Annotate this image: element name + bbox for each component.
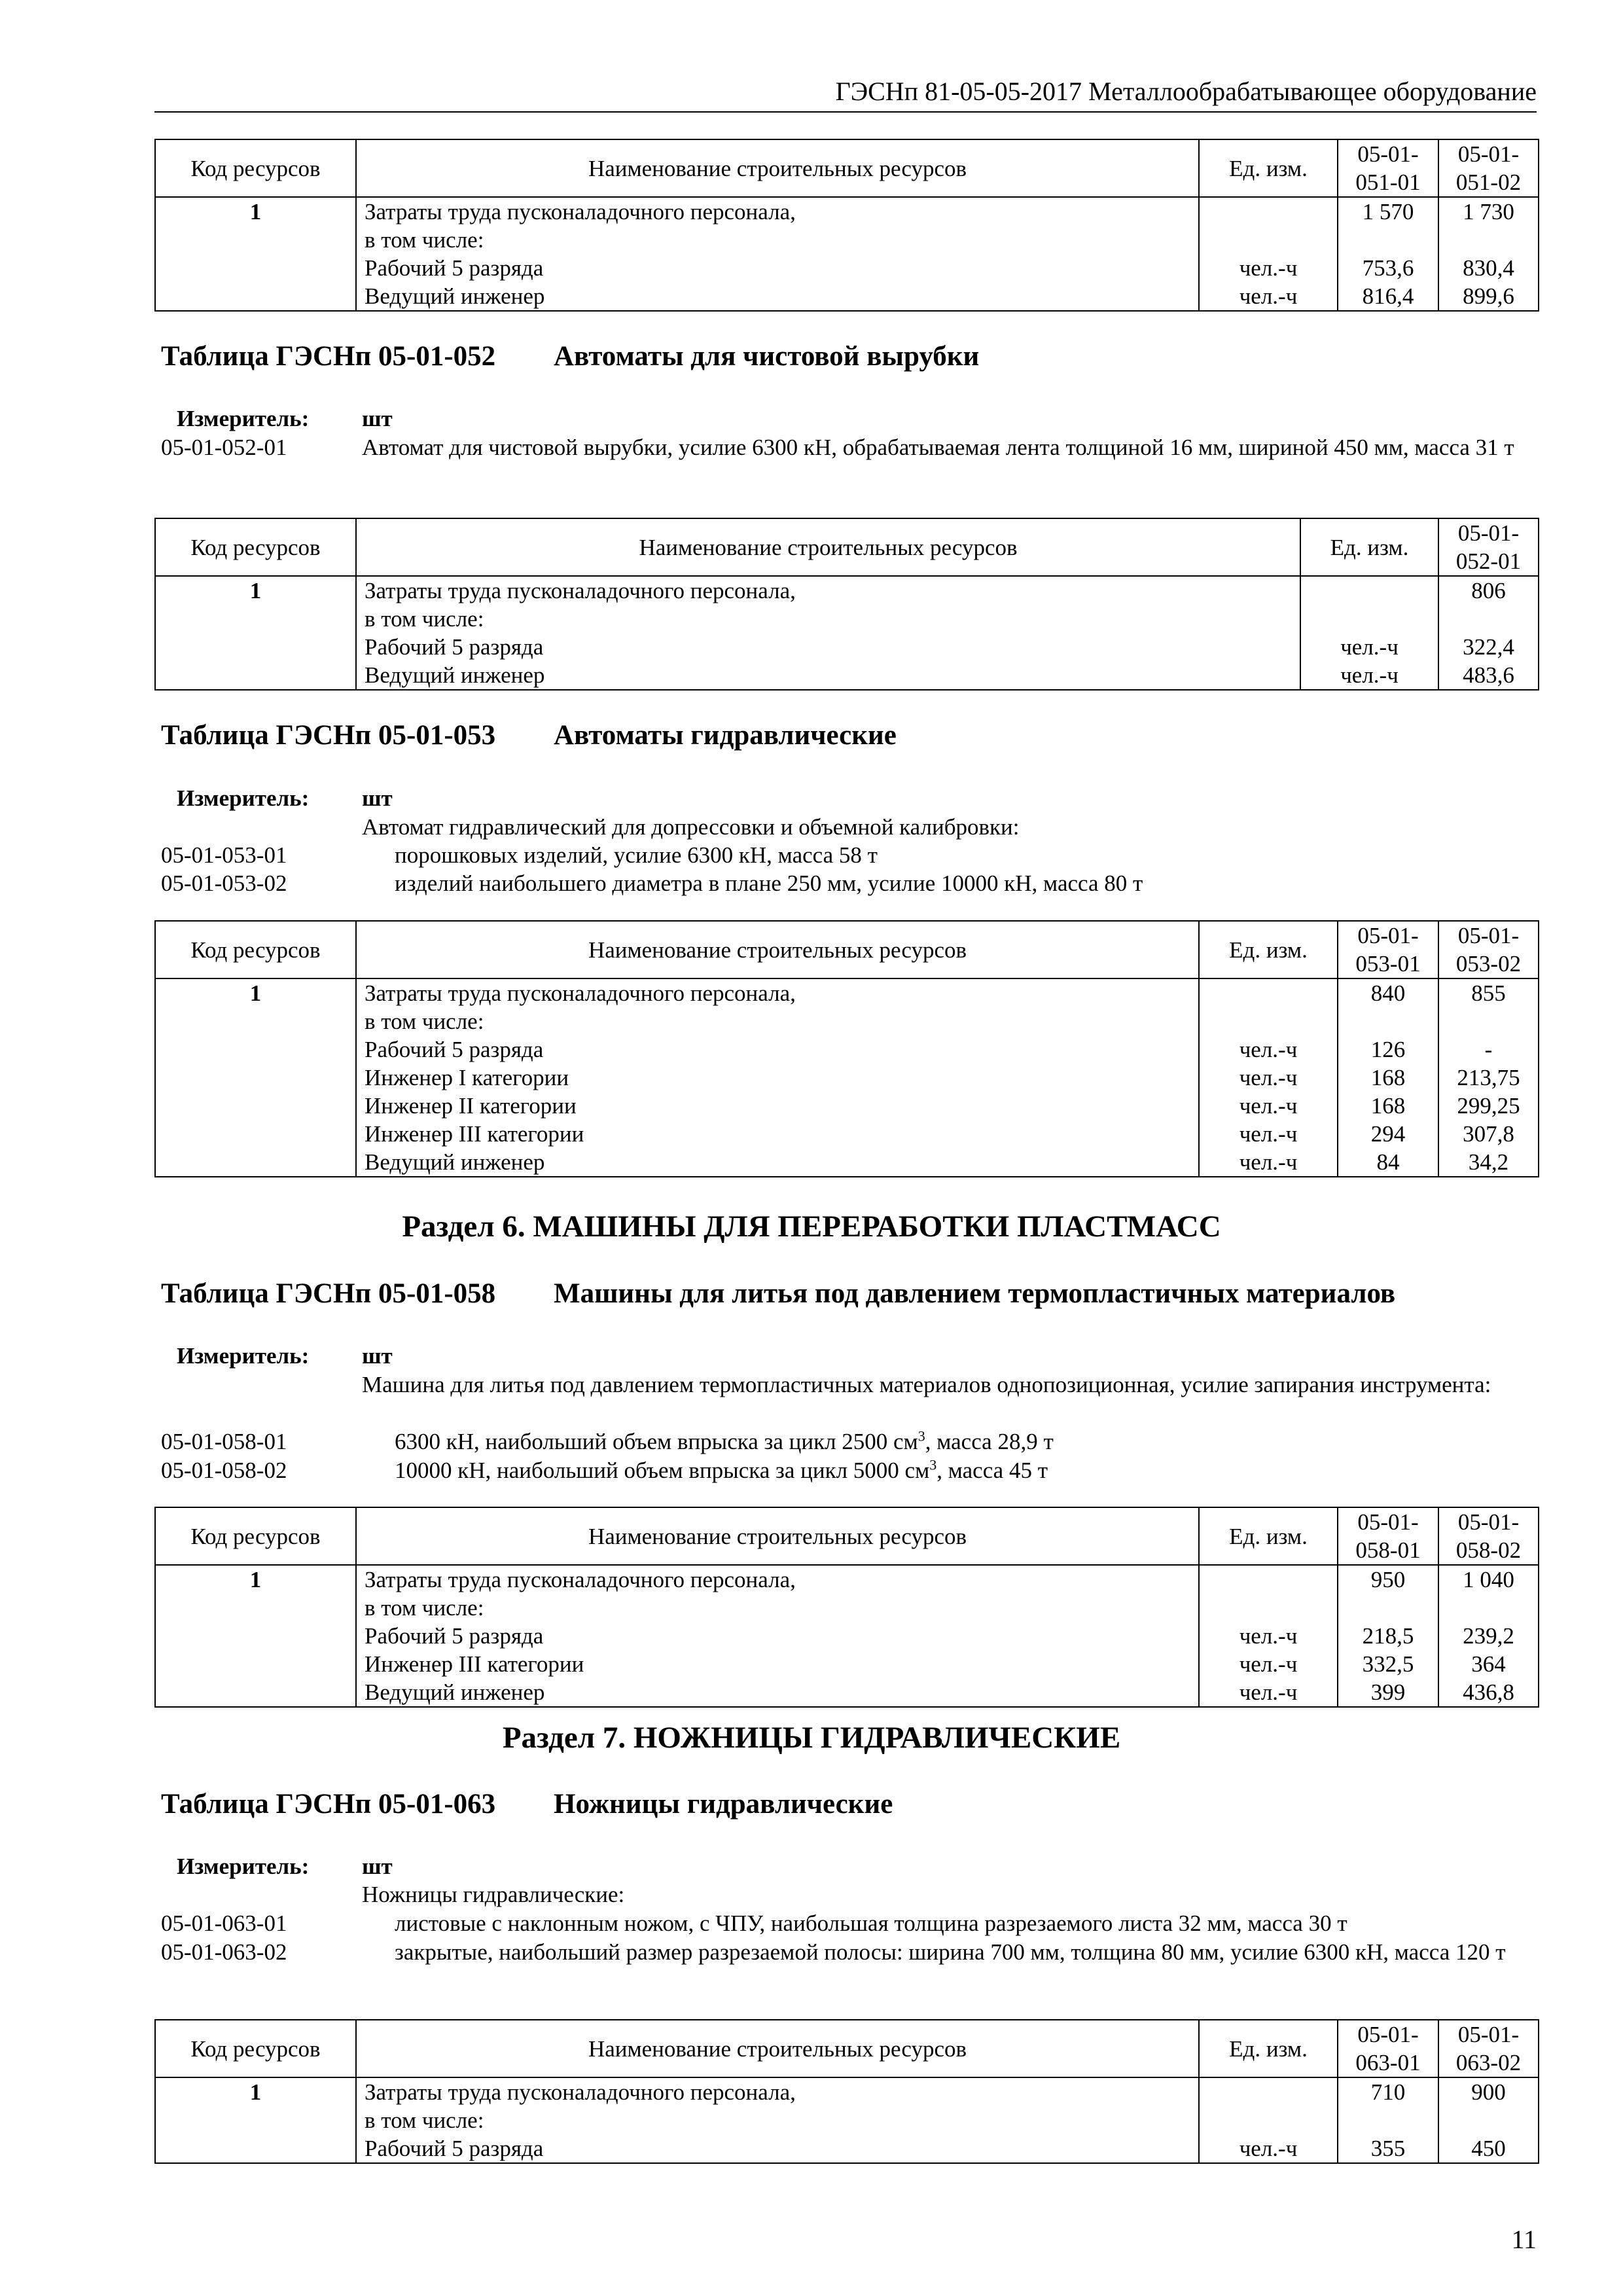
norm-intro: Автомат гидравлический для допрессовки и объемной калибровки: bbox=[362, 814, 1020, 840]
resource-table-063 bbox=[154, 2019, 1539, 2164]
norm-description: порошковых изделий, усилие 6300 кН, масса 58 т bbox=[395, 842, 878, 868]
row-code: 1 bbox=[155, 978, 356, 1177]
values-col-2: 1 040 239,2 364 436,8 bbox=[1438, 1565, 1539, 1707]
row-code: 1 bbox=[155, 197, 356, 311]
table-row bbox=[155, 1565, 1539, 1707]
col-header-code: Код ресурсов bbox=[155, 921, 356, 978]
norm-description: 10000 кН, наибольший объем впрыска за цикл 5000 $см^3$, масса 45 т bbox=[395, 1456, 1048, 1483]
resource-table-058 bbox=[154, 1507, 1539, 1708]
resource-units: чел.-ч чел.-ч чел.-ч чел.-ч чел.-ч bbox=[1199, 978, 1338, 1177]
col-header-unit: Ед. изм. bbox=[1199, 139, 1338, 197]
table-title-058: Таблица ГЭСНп 05-01-058 Машины для литья под давлением термопластичных материалов bbox=[161, 1278, 1396, 1309]
norm-code: 05-01-053-01 bbox=[161, 842, 287, 868]
col-header-norm: 05-01- 051-02 bbox=[1438, 139, 1539, 197]
col-header-code: Код ресурсов bbox=[155, 518, 356, 576]
page-number: 11 bbox=[1511, 2225, 1537, 2254]
values-col-1: 840 126 168 168 294 84 bbox=[1338, 978, 1438, 1177]
table-title-053: Таблица ГЭСНп 05-01-053 Автоматы гидравлические bbox=[161, 720, 897, 751]
table-row bbox=[155, 978, 1539, 1177]
col-header-code: Код ресурсов bbox=[155, 2020, 356, 2077]
measure-label: Измеритель: bbox=[177, 785, 310, 811]
col-header-norm: 05-01- 053-02 bbox=[1438, 921, 1539, 978]
norm-intro: Машина для литья под давлением термопластичных материалов однопозиционная, усилие запирания инструмента: bbox=[362, 1372, 1491, 1397]
values-col-2: 900 450 bbox=[1438, 2077, 1539, 2163]
col-header-name: Наименование строительных ресурсов bbox=[356, 2020, 1199, 2077]
col-header-unit: Ед. изм. bbox=[1300, 518, 1438, 576]
col-header-name: Наименование строительных ресурсов bbox=[356, 921, 1199, 978]
norm-code: 05-01-058-01 bbox=[161, 1429, 287, 1454]
norm-description: листовые с наклонным ножом, с ЧПУ, наибольшая толщина разрезаемого листа 32 мм, масса 30 т bbox=[395, 1910, 1347, 1936]
col-header-norm: 05-01- 053-01 bbox=[1338, 921, 1438, 978]
col-header-norm: 05-01- 058-02 bbox=[1438, 1507, 1539, 1565]
row-code: 1 bbox=[155, 576, 356, 690]
col-header-unit: Ед. изм. bbox=[1199, 2020, 1338, 2077]
resource-names: Затраты труда пусконаладочного персонала, в том числе: Рабочий 5 разряда Инженер I категории Инженер II категории Инженер III категории Ведущий инженер bbox=[356, 978, 1199, 1177]
norm-code: 05-01-058-02 bbox=[161, 1458, 287, 1483]
norm-code: 05-01-063-01 bbox=[161, 1910, 287, 1936]
col-header-norm: 05-01- 052-01 bbox=[1438, 518, 1539, 576]
header-title: ГЭСНп 81-05-05-2017 Металлообрабатывающее оборудование bbox=[835, 77, 1537, 106]
resource-units: чел.-ч чел.-ч bbox=[1300, 576, 1438, 690]
table-row bbox=[155, 197, 1539, 311]
row-code: 1 bbox=[155, 2077, 356, 2163]
resource-names: Затраты труда пусконаладочного персонала, в том числе: Рабочий 5 разряда Ведущий инженер bbox=[356, 197, 1199, 311]
table-row bbox=[155, 2077, 1539, 2163]
col-header-norm: 05-01- 051-01 bbox=[1338, 139, 1438, 197]
norm-description: Автомат для чистовой вырубки, усилие 6300 кН, обрабатываемая лента толщиной 16 мм, шириной 450 мм, масса 31 т bbox=[362, 435, 1514, 460]
norm-description: 6300 кН, наибольший объем впрыска за цикл 2500 $см^3$, масса 28,9 т bbox=[395, 1427, 1054, 1454]
values-col-2: 855 - 213,75 299,25 307,8 34,2 bbox=[1438, 978, 1539, 1177]
measure-label: Измеритель: bbox=[177, 1343, 310, 1369]
measure-unit: шт bbox=[362, 785, 393, 811]
norm-code: 05-01-052-01 bbox=[161, 435, 287, 460]
col-header-unit: Ед. изм. bbox=[1199, 1507, 1338, 1565]
norm-code: 05-01-063-02 bbox=[161, 1939, 287, 1965]
col-header-norm: 05-01- 063-01 bbox=[1338, 2020, 1438, 2077]
col-header-name: Наименование строительных ресурсов bbox=[356, 1507, 1199, 1565]
measure-label: Измеритель: bbox=[177, 406, 310, 431]
col-header-unit: Ед. изм. bbox=[1199, 921, 1338, 978]
values-col-1: 950 218,5 332,5 399 bbox=[1338, 1565, 1438, 1707]
values-col-1: 1 570 753,6 816,4 bbox=[1338, 197, 1438, 311]
col-header-name: Наименование строительных ресурсов bbox=[356, 518, 1300, 576]
measure-label: Измеритель: bbox=[177, 1854, 310, 1879]
col-header-code: Код ресурсов bbox=[155, 1507, 356, 1565]
resource-table-052 bbox=[154, 518, 1539, 691]
norm-intro: Ножницы гидравлические: bbox=[362, 1882, 625, 1907]
table-row bbox=[155, 576, 1539, 690]
col-header-name: Наименование строительных ресурсов bbox=[356, 139, 1199, 197]
running-header bbox=[154, 73, 1537, 113]
resource-units: чел.-ч bbox=[1199, 2077, 1338, 2163]
norm-code: 05-01-053-02 bbox=[161, 870, 287, 896]
col-header-norm: 05-01- 058-01 bbox=[1338, 1507, 1438, 1565]
resource-table-053 bbox=[154, 920, 1539, 1177]
row-code: 1 bbox=[155, 1565, 356, 1707]
table-title-063: Таблица ГЭСНп 05-01-063 Ножницы гидравлические bbox=[161, 1789, 893, 1820]
norm-description: изделий наибольшего диаметра в плане 250 мм, усилие 10000 кН, масса 80 т bbox=[395, 870, 1143, 896]
measure-unit: шт bbox=[362, 406, 393, 431]
values-col-1: 806 322,4 483,6 bbox=[1438, 576, 1539, 690]
resource-table-051 bbox=[154, 139, 1539, 312]
table-title-052: Таблица ГЭСНп 05-01-052 Автоматы для чистовой вырубки bbox=[161, 341, 980, 372]
col-header-norm: 05-01- 063-02 bbox=[1438, 2020, 1539, 2077]
resource-units: чел.-ч чел.-ч чел.-ч bbox=[1199, 1565, 1338, 1707]
values-col-2: 1 730 830,4 899,6 bbox=[1438, 197, 1539, 311]
values-col-1: 710 355 bbox=[1338, 2077, 1438, 2163]
measure-unit: шт bbox=[362, 1854, 393, 1879]
section-heading-7: Раздел 7. НОЖНИЦЫ ГИДРАВЛИЧЕСКИЕ bbox=[502, 1721, 1121, 1755]
resource-units: чел.-ч чел.-ч bbox=[1199, 197, 1338, 311]
resource-names: Затраты труда пусконаладочного персонала, в том числе: Рабочий 5 разряда Ведущий инженер bbox=[356, 576, 1300, 690]
measure-unit: шт bbox=[362, 1343, 393, 1369]
section-heading-6: Раздел 6. МАШИНЫ ДЛЯ ПЕРЕРАБОТКИ ПЛАСТМАСС bbox=[402, 1210, 1221, 1244]
norm-description: закрытые, наибольший размер разрезаемой полосы: ширина 700 мм, толщина 80 мм, усилие 6300 кН, масса 120 т bbox=[395, 1939, 1506, 1965]
resource-names: Затраты труда пусконаладочного персонала, в том числе: Рабочий 5 разряда Инженер III категории Ведущий инженер bbox=[356, 1565, 1199, 1707]
resource-names: Затраты труда пусконаладочного персонала, в том числе: Рабочий 5 разряда bbox=[356, 2077, 1199, 2163]
col-header-code: Код ресурсов bbox=[155, 139, 356, 197]
